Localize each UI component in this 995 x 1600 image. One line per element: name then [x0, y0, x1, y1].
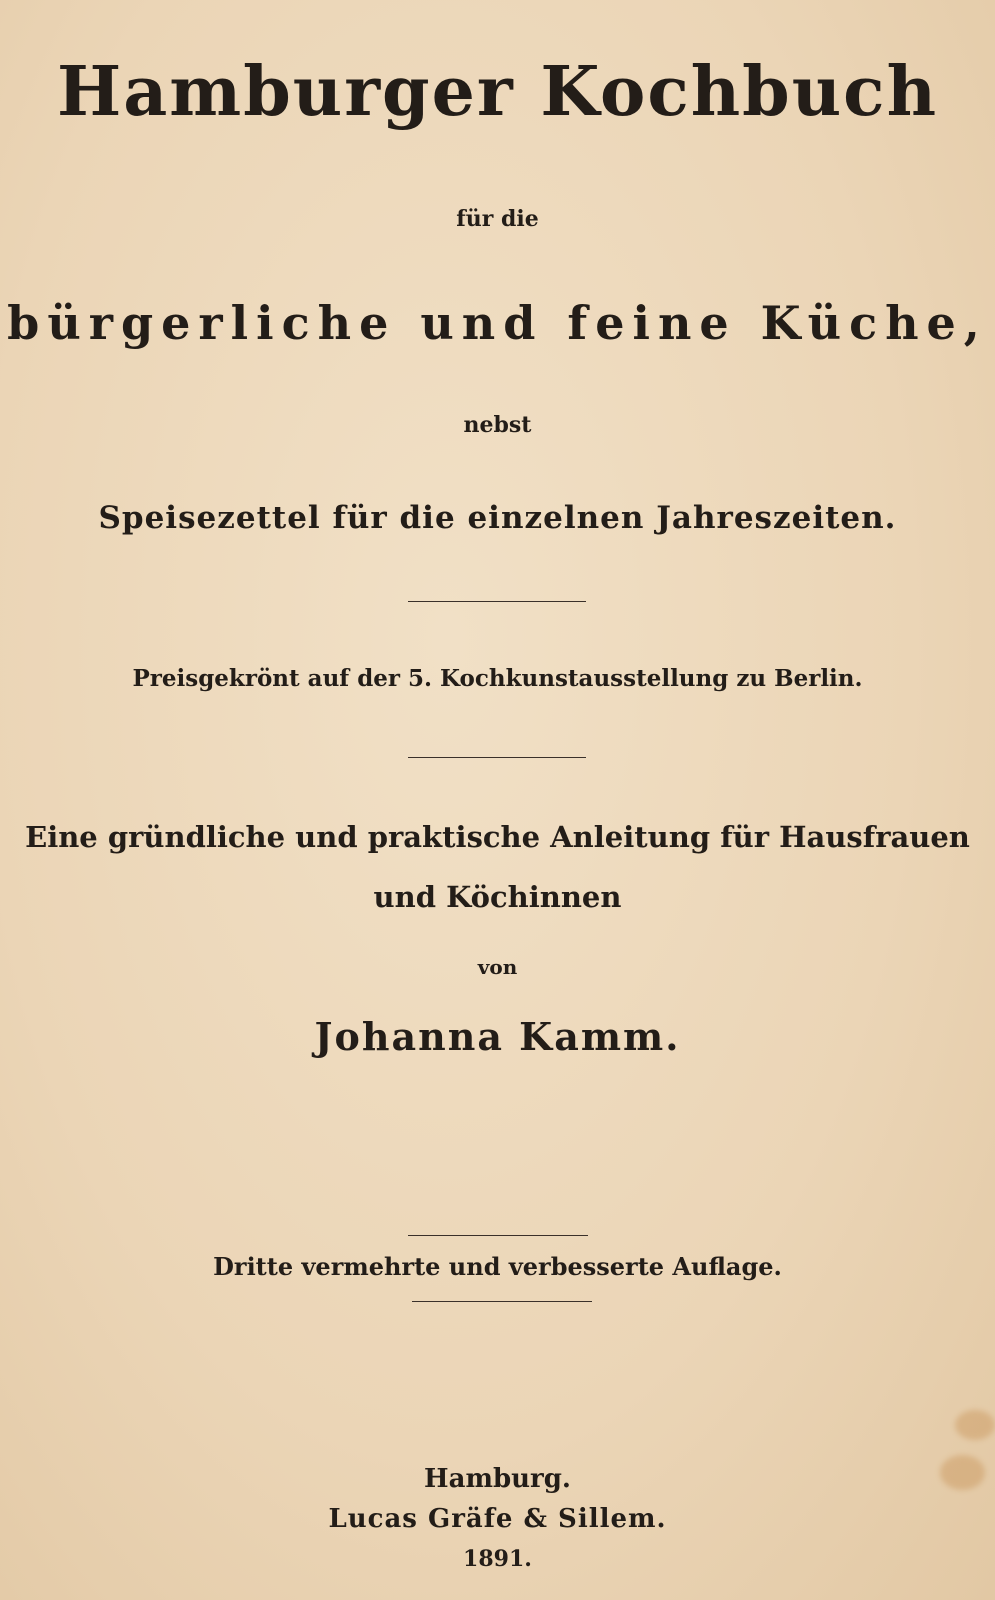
divider-rule: [408, 601, 586, 602]
subtitle-kuche: bürgerliche und feine Küche,: [7, 296, 988, 350]
subtitle-fur-die: für die: [456, 206, 539, 232]
subtitle-nebst: nebst: [463, 412, 532, 438]
edition-line: Dritte vermehrte und verbesserte Auflage.: [213, 1252, 782, 1281]
divider-rule: [408, 1235, 588, 1236]
description-line-2: und Köchinnen: [373, 880, 622, 914]
book-title: Hamburger Kochbuch: [56, 52, 939, 132]
imprint-year: 1891.: [463, 1546, 532, 1572]
paper-stain: [940, 1455, 985, 1490]
imprint-publisher: Lucas Gräfe & Sillem.: [328, 1504, 667, 1534]
award-line: Preisgekrönt auf der 5. Kochkunstausstellung zu Berlin.: [132, 665, 863, 692]
imprint-city: Hamburg.: [424, 1464, 571, 1494]
by-line: von: [477, 955, 518, 979]
divider-rule: [408, 757, 586, 758]
paper-stain: [955, 1410, 995, 1440]
divider-rule: [412, 1301, 592, 1302]
subtitle-speisezettel: Speisezettel für die einzelnen Jahreszeiten.: [98, 500, 897, 536]
author-name: Johanna Kamm.: [314, 1014, 681, 1059]
description-line-1: Eine gründliche und praktische Anleitung für Hausfrauen: [25, 820, 970, 854]
